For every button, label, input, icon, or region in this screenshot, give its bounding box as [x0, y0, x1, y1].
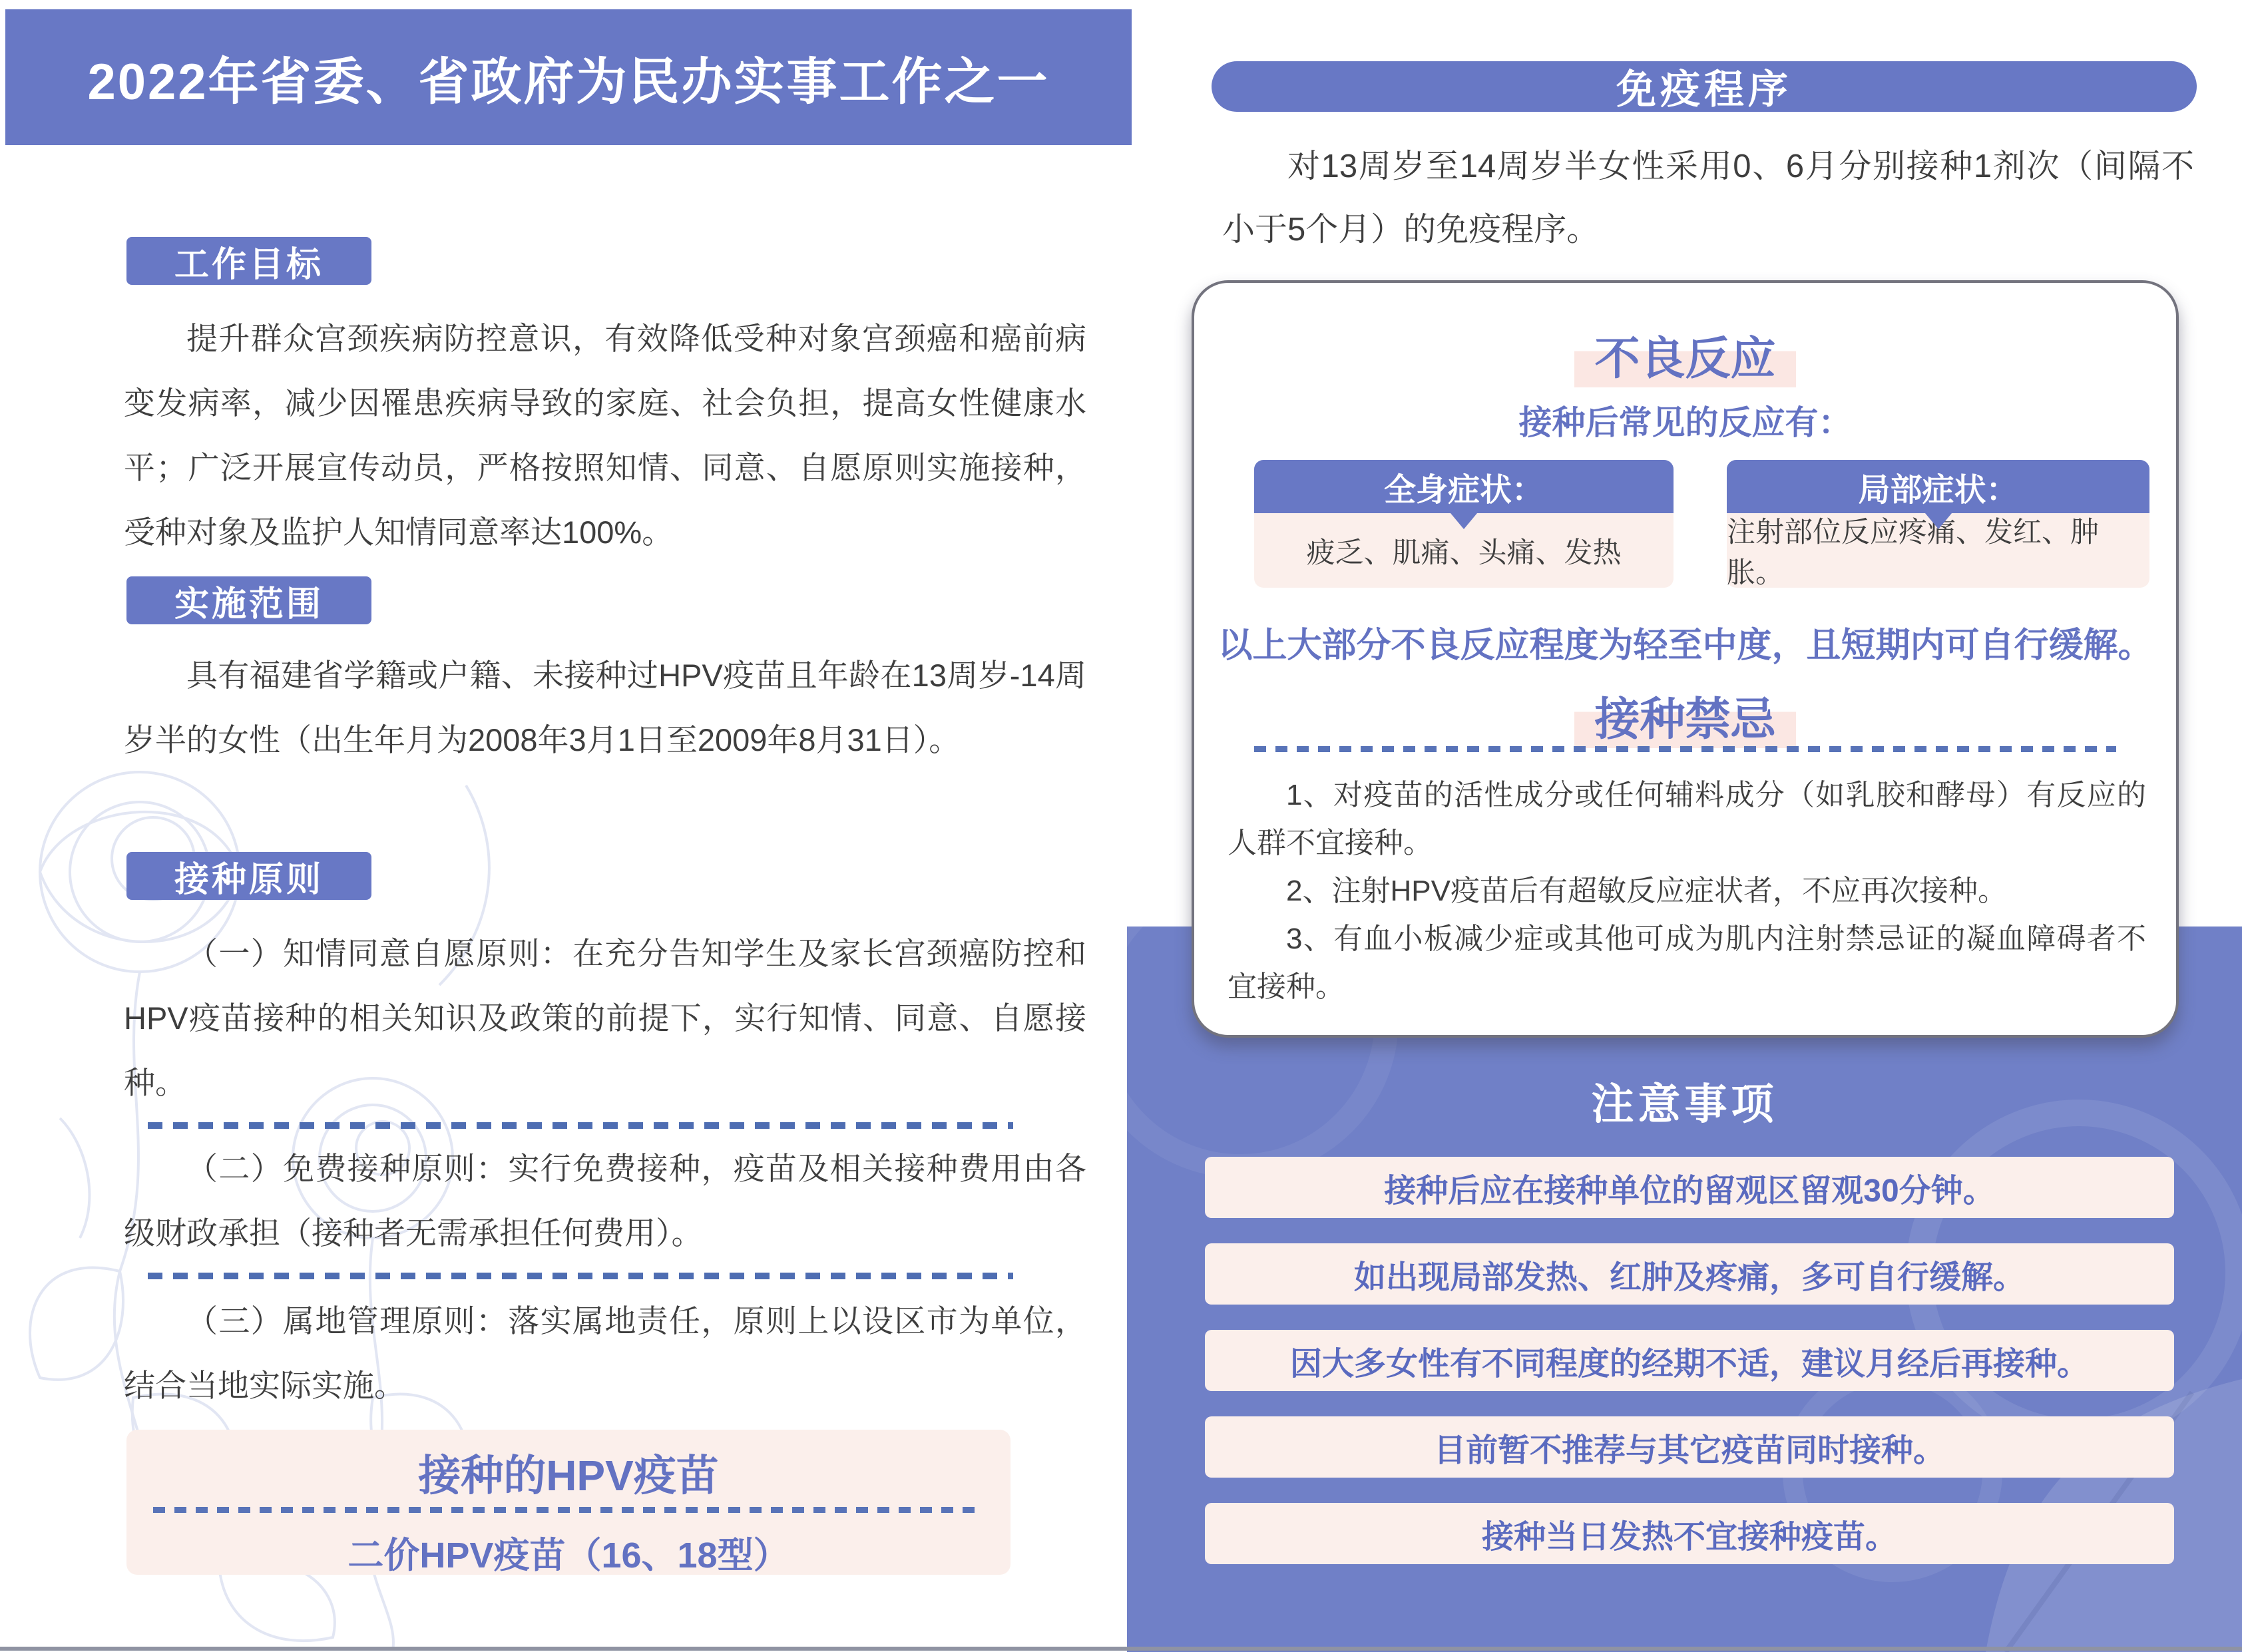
dashed-divider [153, 1507, 980, 1513]
notice-item: 因大多女性有不同程度的经期不适，建议月经后再接种。 [1205, 1330, 2174, 1391]
notice-item: 如出现局部发热、红肿及疼痛，多可自行缓解。 [1205, 1243, 2174, 1305]
notice-item: 接种后应在接种单位的留观区留观30分钟。 [1205, 1157, 2174, 1218]
banner [5, 9, 1132, 145]
paragraph-principle-1: （一）知情同意自愿原则：在充分告知学生及家长宫颈癌防控和HPV疫苗接种的相关知识及政策的前提下，实行知情、同意、自愿接种。 [124, 936, 1086, 1100]
notice-heading: 注意事项 [1591, 1080, 1778, 1128]
local-symptoms-label: 局部症状： [1858, 472, 2018, 508]
systemic-symptoms-header [1254, 460, 1674, 513]
dashed-divider [148, 1273, 1013, 1279]
common-reactions-intro: 接种后常见的反应有： [1518, 404, 1852, 441]
immunization-heading: 免疫程序 [1616, 67, 1792, 112]
section-heading-work-goal [126, 237, 371, 285]
highlighted-title-text: 不良反应 [1574, 323, 1795, 387]
local-symptoms-header [1727, 460, 2149, 513]
systemic-symptoms-value: 疲乏、肌痛、头痛、发热 [1254, 513, 1674, 588]
paragraph-scope: 具有福建省学籍或户籍、未接种过HPV疫苗且年龄在13周岁-14周岁半的女性（出生年月为2008年3月1日至2009年8月31日）。 [124, 658, 1086, 757]
vaccine-box-title: 接种的HPV疫苗 [418, 1452, 719, 1500]
banner-title: 2022年省委、省政府为民办实事工作之一 [87, 53, 1050, 110]
notice-item: 目前暂不推荐与其它疫苗同时接种。 [1205, 1416, 2174, 1478]
adverse-reaction-card [1192, 280, 2179, 1038]
section-heading-scope [126, 576, 371, 624]
pointer-down-icon [1451, 513, 1477, 529]
adverse-reaction-title [1194, 323, 2176, 387]
paragraph-work-goal: 提升群众宫颈疾病防控意识，有效降低受种对象宫颈癌和癌前病变发病率，减少因罹患疾病导致的家庭、社会负担，提高女性健康水平；广泛开展宣传动员，严格按照知情、同意、自愿原则实施接种，受种对象及监护人知情同意率达100%。 [124, 321, 1086, 550]
local-symptoms-value: 注射部位反应疼痛、发红、肿胀。 [1727, 513, 2149, 588]
notice-item: 接种当日发热不宜接种疫苗。 [1205, 1503, 2174, 1564]
section-heading-label: 实施范围 [174, 584, 324, 624]
adverse-reaction-note: 以上大部分不良反应程度为轻至中度，且短期内可自行缓解。 [1218, 626, 2153, 665]
section-heading-label: 接种原则 [174, 860, 324, 899]
dashed-divider [1254, 746, 2116, 752]
systemic-symptoms-box [1254, 460, 1674, 588]
contraindication-item: 1、对疫苗的活性成分或任何辅料成分（如乳胶和酵母）有反应的人群不宜接种。 [1228, 779, 2146, 859]
contraindication-list [1228, 771, 2146, 1011]
pointer-down-icon [1925, 513, 1952, 529]
dashed-divider [148, 1122, 1013, 1129]
paragraph-principle-2: （二）免费接种原则：实行免费接种，疫苗及相关接种费用由各级财政承担（接种者无需承担任何费用）。 [124, 1151, 1086, 1251]
local-symptoms-box [1727, 460, 2149, 588]
section-heading-label: 工作目标 [174, 245, 324, 284]
immunization-paragraph: 对13周岁至14周岁半女性采用0、6月分别接种1剂次（间隔不小于5个月）的免疫程序。 [1222, 148, 2194, 248]
immunization-heading-bar [1212, 61, 2197, 112]
paragraph-principle-3: （三）属地管理原则：落实属地责任，原则上以设区市为单位，结合当地实际实施。 [124, 1303, 1086, 1403]
section-heading-principles [126, 852, 371, 900]
systemic-symptoms-label: 全身症状： [1383, 472, 1544, 508]
contraindication-item: 3、有血小板减少症或其他可成为肌内注射禁忌证的凝血障碍者不宜接种。 [1228, 923, 2146, 1003]
highlighted-title-text: 接种禁忌 [1574, 684, 1795, 748]
contraindication-item: 2、注射HPV疫苗后有超敏反应症状者，不应再次接种。 [1286, 875, 2007, 907]
page-bottom-edge [0, 1647, 2242, 1651]
vaccine-box-value: 二价HPV疫苗（16、18型） [347, 1536, 789, 1575]
vaccine-info-box [126, 1430, 1010, 1575]
contraindication-title [1194, 684, 2176, 748]
